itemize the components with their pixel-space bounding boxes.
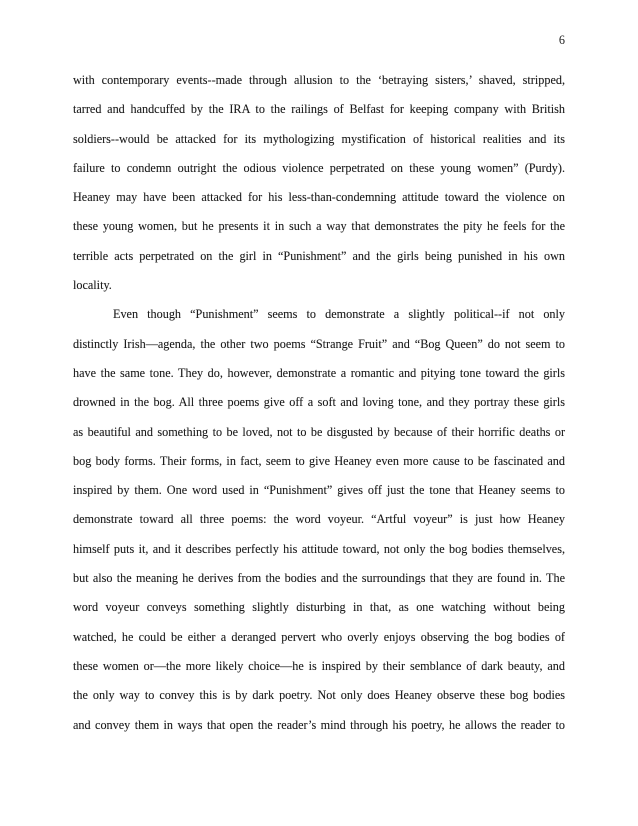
text-line: have the same tone. They do, however, demonstrate a romantic and pitying tone toward the girls — [73, 365, 565, 380]
text-line: soldiers--would be attacked for its mythologizing mystification of historical realities and its — [73, 131, 565, 146]
text-line: Heaney may have been attacked for his less-than-condemning attitude toward the violence on — [73, 190, 565, 205]
text-line: these women or—the more likely choice—he is inspired by their semblance of dark beauty, and — [73, 658, 565, 673]
text-line: as beautiful and something to be loved, not to be disgusted by because of their horrific deaths or — [73, 424, 565, 439]
text-line: terrible acts perpetrated on the girl in “Punishment” and the girls being punished in his own — [73, 248, 565, 263]
text-line: demonstrate toward all three poems: the word voyeur. “Artful voyeur” is just how Heaney — [73, 512, 565, 527]
text-line: bog body forms. Their forms, in fact, seem to give Heaney even more cause to be fascinated and — [73, 453, 565, 468]
text-line: Even though “Punishment” seems to demonstrate a slightly political--if not only — [113, 307, 565, 322]
text-line: inspired by them. One word used in “Punishment” gives off just the tone that Heaney seems to — [73, 483, 565, 498]
text-line: drowned in the bog. All three poems give off a soft and loving tone, and they portray these girls — [73, 395, 565, 410]
essay-body — [73, 66, 565, 740]
text-line: the only way to convey this is by dark poetry. Not only does Heaney observe these bog bodies — [73, 688, 565, 703]
text-line: failure to condemn outright the odious violence perpetrated on these young women” (Purdy). — [73, 160, 565, 175]
text-line: these young women, but he presents it in such a way that demonstrates the pity he feels for the — [73, 219, 565, 234]
text-line: distinctly Irish—agenda, the other two poems “Strange Fruit” and “Bog Queen” do not seem to — [73, 336, 565, 351]
text-line: word voyeur conveys something slightly disturbing in that, as one watching without being — [73, 600, 565, 615]
text-line: but also the meaning he derives from the bodies and the surroundings that they are found in. The — [73, 571, 565, 586]
text-line: locality. — [73, 278, 112, 293]
text-line: himself puts it, and it describes perfectly his attitude toward, not only the bog bodies themselves, — [73, 541, 565, 556]
text-line: and convey them in ways that open the reader’s mind through his poetry, he allows the reader to — [73, 717, 565, 732]
text-line: watched, he could be either a deranged pervert who overly enjoys observing the bog bodies of — [73, 629, 565, 644]
text-line: tarred and handcuffed by the IRA to the railings of Belfast for keeping company with British — [73, 102, 565, 117]
page-number: 6 — [558, 33, 565, 47]
paragraph-2 — [73, 300, 565, 739]
paragraph-1 — [73, 66, 565, 300]
text-line: with contemporary events--made through allusion to the ‘betraying sisters,’ shaved, stripped, — [73, 73, 565, 87]
